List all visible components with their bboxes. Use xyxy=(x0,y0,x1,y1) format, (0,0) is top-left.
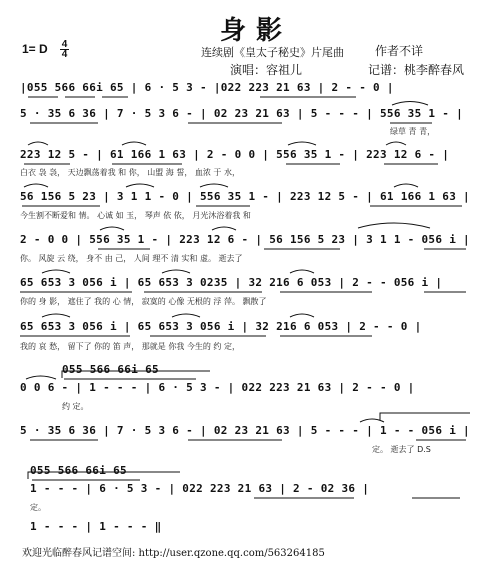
slur-mark xyxy=(122,142,146,145)
transcriber-credit: 记谱：桃李醉春风 xyxy=(368,63,465,77)
source-credit: 连续剧《皇太子秘史》片尾曲 xyxy=(201,46,344,59)
slur-mark xyxy=(200,184,228,187)
notation-row-2: 5 · 35 6 36 | 7 · 5 3 6 - | 02 23 21 63 | 5 - - - | 556 35 1 - | xyxy=(20,107,464,120)
lyric-row-2: 绿草 青 青， xyxy=(390,127,436,136)
footer-credit: 欢迎光临醉春风记谱空间: http://user.qzone.qq.com/563264185 xyxy=(22,548,325,559)
lyric-row-9: 定。 逝去了 D.S xyxy=(372,445,431,454)
slur-mark xyxy=(358,223,430,228)
notation-row-8: 0 0 6 - | 1 - - - | 6 · 5 3 - | 022 223 21 63 | 2 - - 0 | xyxy=(20,381,415,394)
slur-mark xyxy=(42,270,70,273)
repeat-bracket xyxy=(62,371,210,378)
slur-mark xyxy=(42,314,70,317)
lyric-row-6: 你的 身 影， 遮住了 我的 心 情， 寂寞的 心像 无根的 浮 萍。 飘散了 xyxy=(20,297,267,306)
phrase-upper-1: 055 566 66i 65 xyxy=(62,363,159,376)
lyric-row-10: 定。 xyxy=(30,503,46,512)
slur-mark xyxy=(24,184,48,187)
notation-row-10: 1 - - - | 6 · 5 3 - | 022 223 21 63 | 2 - 02 36 | xyxy=(30,482,370,495)
key-signature: 1= D xyxy=(22,42,48,56)
lyric-row-5: 你。 风旋 云 绕， 身不 由 己， 人间 理不 清 实和 虚。 逝去了 xyxy=(20,254,243,263)
lyric-row-7: 我的 哀 愁， 留下了 你的 笛 声， 那就是 你我 今生的 约 定， xyxy=(20,342,240,351)
notation-row-4: 56 156 5 23 | 3 1 1 - 0 | 556 35 1 - | 223 12 5 - | 61 166 1 63 | xyxy=(20,190,470,203)
lyric-row-8: 约 定。 xyxy=(62,402,89,411)
composer-credit: 作者不详 xyxy=(375,44,424,58)
notation-row-9: 5 · 35 6 36 | 7 · 5 3 6 - | 02 23 21 63 | 5 - - - | 1 - - 056 i | xyxy=(20,424,470,437)
slur-mark xyxy=(290,270,314,273)
singer-credit: 演唱：容祖儿 xyxy=(230,63,303,77)
slur-mark xyxy=(394,184,418,187)
lyric-row-4: 今生割不断爱和 情。 心诚 如 玉， 琴声 依 依， 月光沐浴着我 和 xyxy=(20,211,251,220)
notation-row-11: 1 - - - | 1 - - - ‖ xyxy=(30,520,162,533)
notation-row-5: 2 - 0 0 | 556 35 1 - | 223 12 6 - | 56 156 5 23 | 3 1 1 - 056 i | xyxy=(20,233,470,246)
notation-row-7: 65 653 3 056 i | 65 653 3 056 i | 32 216 6 053 | 2 - - 0 | xyxy=(20,320,422,333)
slur-mark xyxy=(290,314,314,317)
slur-mark xyxy=(100,227,124,230)
time-signature-top: 4 xyxy=(61,39,68,50)
slur-mark xyxy=(392,102,428,106)
phrase-upper-2: 055 566 66i 65 xyxy=(30,464,127,477)
slur-mark xyxy=(26,376,56,379)
slur-mark xyxy=(28,142,48,145)
slur-mark xyxy=(172,314,200,317)
slur-mark xyxy=(212,227,236,230)
notation-row-6: 65 653 3 056 i | 65 653 3 0235 | 32 216 6 053 | 2 - - 056 i | xyxy=(20,276,443,289)
lyric-row-3: 白衣 袅 袅， 天边飘荡着我 和 你， 山盟 海 誓， 血浓 于 水， xyxy=(20,168,240,177)
slur-mark xyxy=(386,142,406,145)
slur-mark xyxy=(288,142,316,145)
slur-mark xyxy=(162,270,190,273)
notation-row-3: 223 12 5 - | 61 166 1 63 | 2 - 0 0 | 556 35 1 - | 223 12 6 - | xyxy=(20,148,450,161)
notation-row-1: |055 566 66i 65 | 6 · 5 3 - |022 223 21 63 | 2 - - 0 | xyxy=(20,81,394,94)
time-signature-bottom: 4 xyxy=(61,49,68,60)
slur-mark xyxy=(126,184,154,187)
song-title: 身影 xyxy=(220,16,293,46)
repeat-bracket xyxy=(380,413,470,420)
repeat-bracket xyxy=(28,472,180,479)
